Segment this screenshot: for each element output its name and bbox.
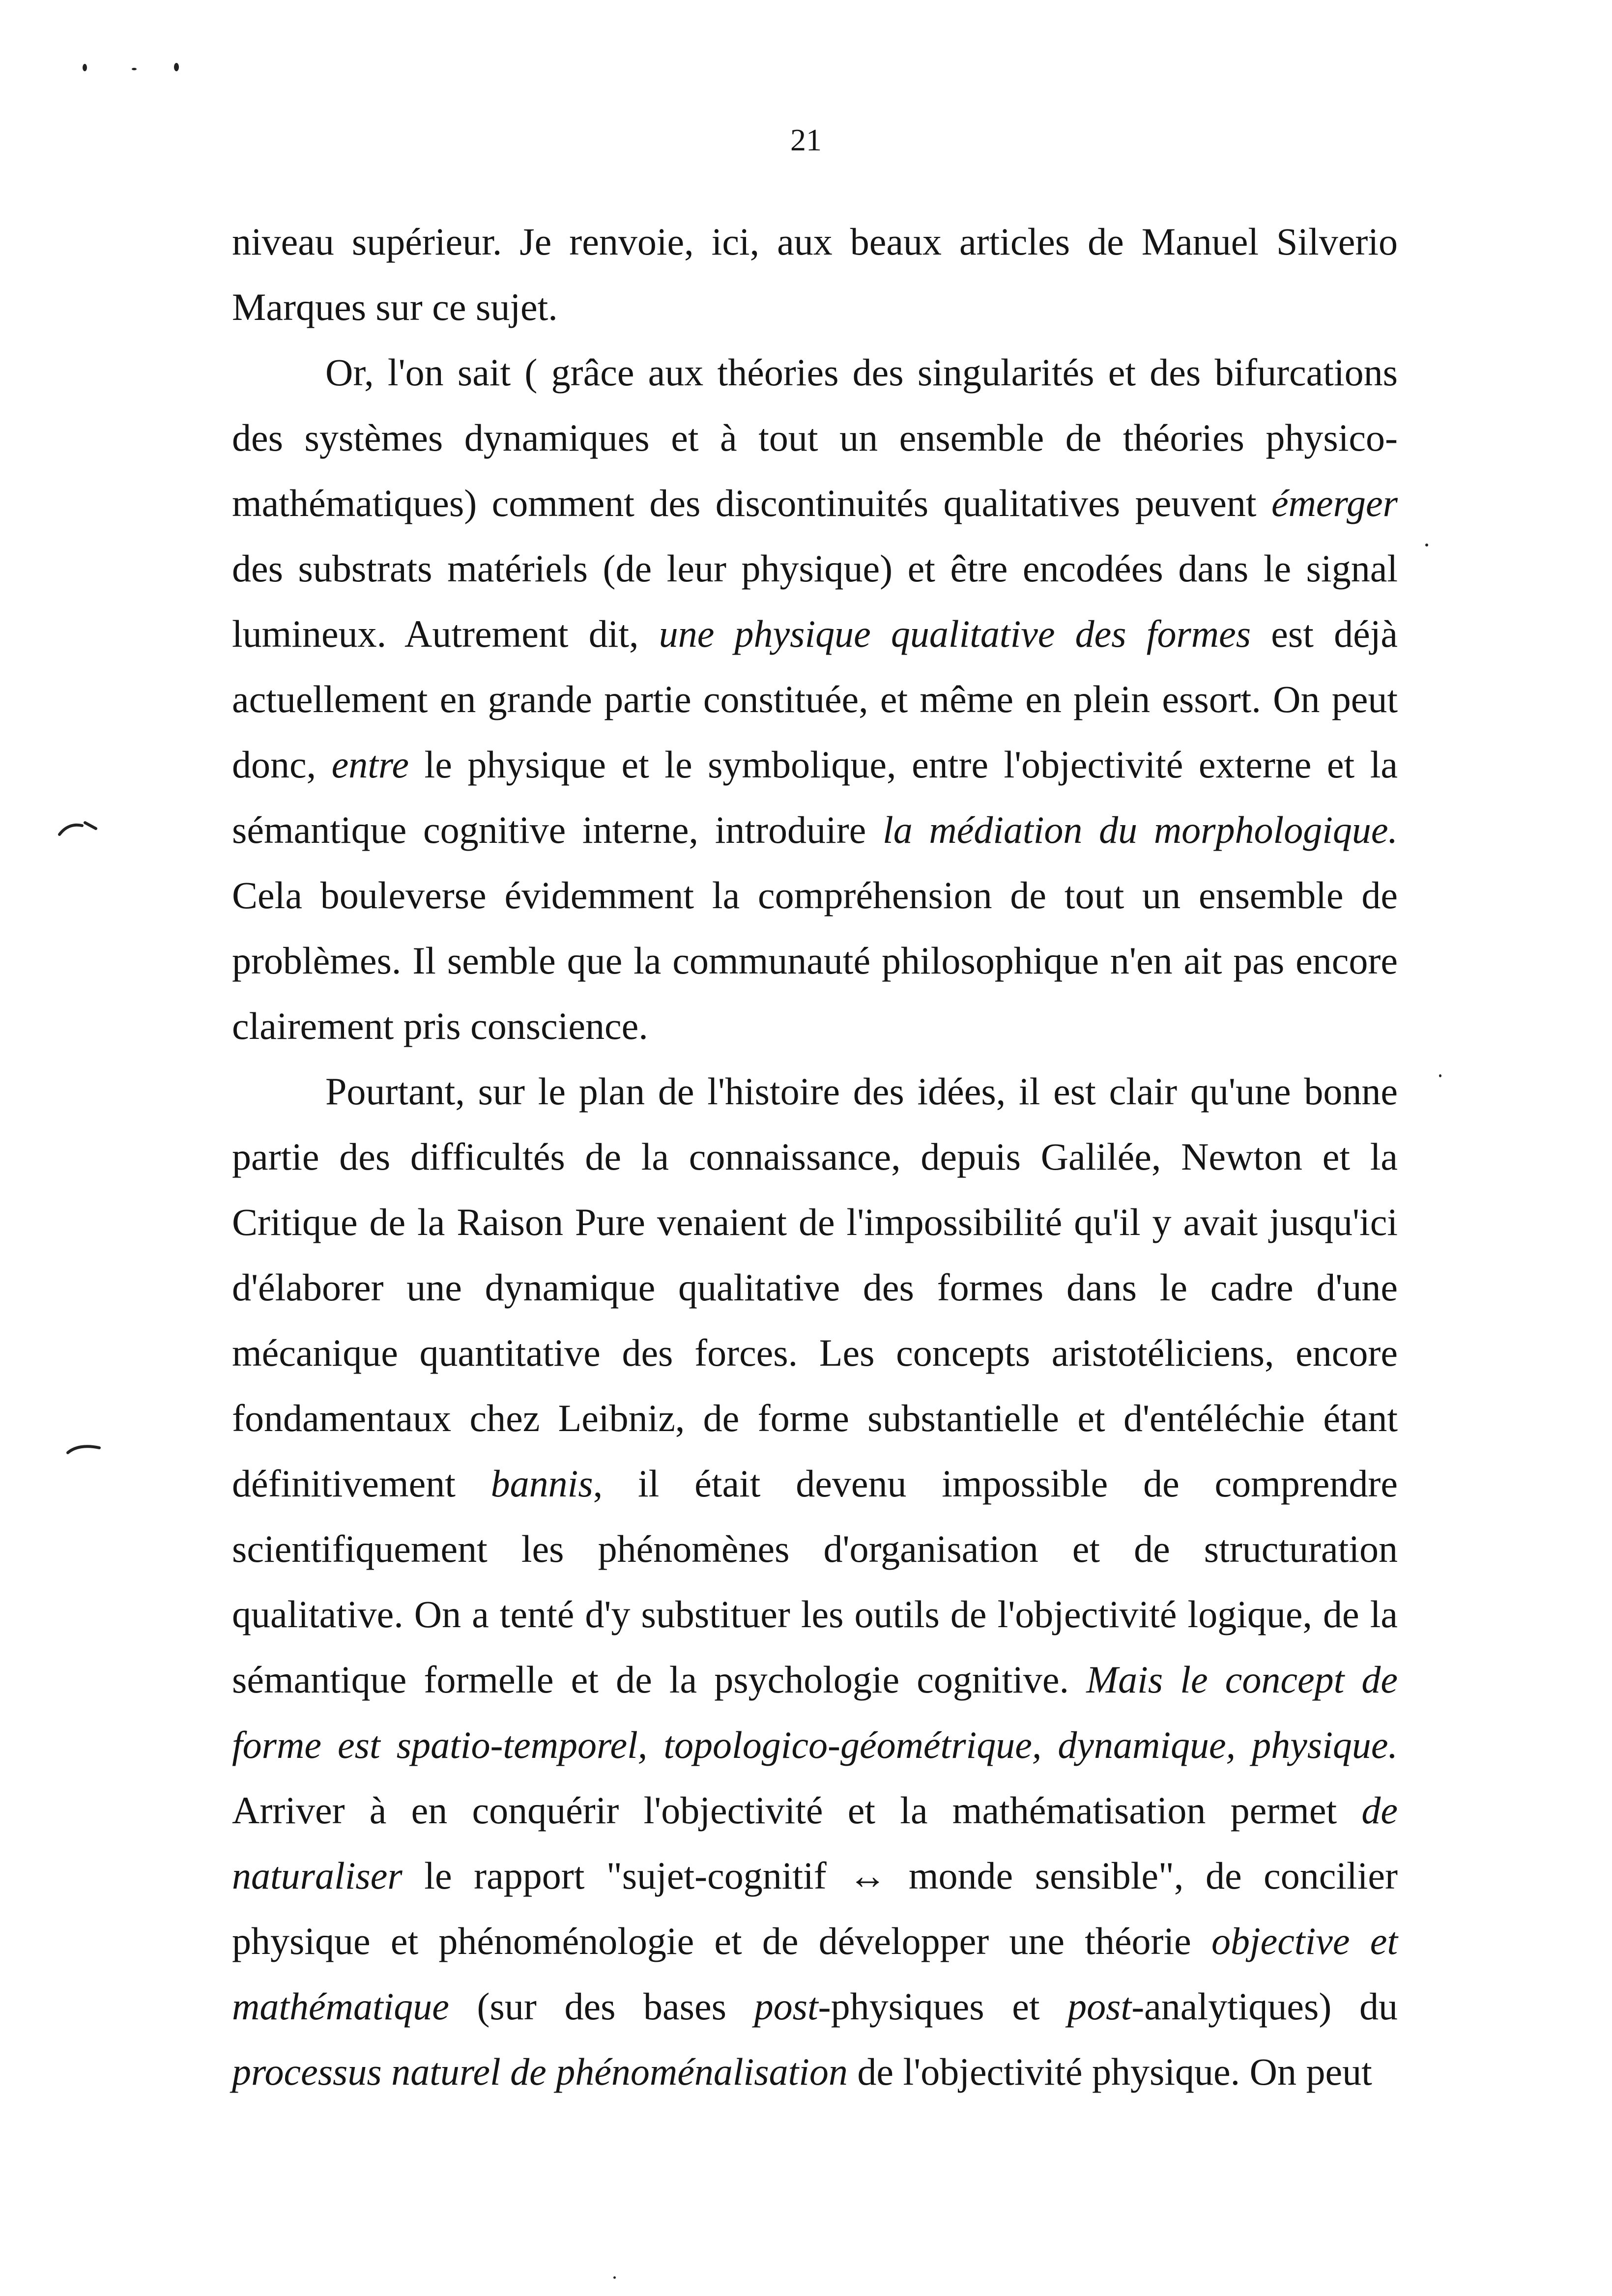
italic-text-segment: bannis <box>490 1462 593 1505</box>
text-segment: niveau supérieur. Je renvoie, ici, aux beaux articles de Manuel Silverio Marques sur ce sujet. <box>232 220 1398 328</box>
text-segment: -analytiques) du <box>1131 1985 1398 2028</box>
paragraph <box>232 209 1398 340</box>
italic-text-segment: post <box>1067 1985 1132 2028</box>
scan-speck <box>1439 1074 1441 1077</box>
text-segment: le rapport "sujet-cognitif ↔ monde sensible", de concilier physique et phénoménologie et de développer une théorie <box>232 1854 1398 1962</box>
body-text <box>232 209 1398 2104</box>
text-segment: (sur des bases <box>449 1985 754 2028</box>
page-number: 21 <box>790 122 822 157</box>
text-segment: Or, l'on sait ( grâce aux théories des singularités et des bifurcations des systèmes dynamiques et à tout un ensemble de théories physico-mathématiques) comment des discontinuités qualitatives peuvent <box>232 351 1398 524</box>
text-segment: est déjà actuellement en grande partie constituée, et même en plein essort. On peut donc, <box>232 612 1398 786</box>
italic-text-segment: Mais le concept de forme est spatio-temporel, topologico-géométrique, dynamique, physique. <box>232 1658 1398 1766</box>
italic-text-segment: de naturaliser <box>232 1789 1398 1897</box>
italic-text-segment: entre <box>331 743 409 786</box>
scan-speck <box>174 63 179 71</box>
text-segment: Pourtant, sur le plan de l'histoire des idées, il est clair qu'une bonne partie des difficultés de la connaissance, depuis Galilée, Newton et la Critique de la Raison Pure venaient de l'impossibilité qu'il y avait jusqu'ici d'élaborer une dynamique qualitative des formes dans le cadre d'une mécanique quantitative des forces. Les concepts aristotéliciens, encore fondamentaux chez Leibniz, de forme substantielle et d'entéléchie étant définitivement <box>232 1070 1398 1505</box>
text-segment: Arriver à en conquérir l'objectivité et la mathématisation permet <box>232 1789 1362 1832</box>
scan-speck <box>613 2276 616 2279</box>
italic-text-segment: une physique qualitative des formes <box>659 612 1251 655</box>
text-segment: , il était devenu impossible de comprendre scientifiquement les phénomènes d'organisation et de structuration qualitative. On a tenté d'y substituer les outils de l'objectivité logique, de la sémantique formelle et de la psychologie cognitive. <box>232 1462 1398 1701</box>
text-segment: -physiques et <box>818 1985 1068 2028</box>
text-segment: de l'objectivité physique. On peut <box>847 2050 1372 2093</box>
italic-text-segment: objective et mathématique <box>232 1920 1398 2028</box>
margin-pencil-mark <box>57 816 98 840</box>
italic-text-segment: post <box>754 1985 818 2028</box>
text-segment: des substrats matériels (de leur physique) et être encodées dans le signal lumineux. Autrement dit, <box>232 547 1398 655</box>
italic-text-segment: émerger <box>1271 482 1398 524</box>
text-segment: le physique et le symbolique, entre l'objectivité externe et la sémantique cognitive interne, introduire <box>232 743 1398 851</box>
text-segment: Cela bouleverse évidemment la compréhension de tout un ensemble de problèmes. Il semble que la communauté philosophique n'en ait pas encore clairement pris conscience. <box>232 874 1398 1047</box>
paragraph <box>232 1059 1398 2104</box>
italic-text-segment: la médiation du morphologique. <box>883 808 1398 851</box>
scan-speck <box>83 64 87 71</box>
scan-speck <box>132 68 137 70</box>
scan-speck <box>1425 544 1428 546</box>
italic-text-segment: processus naturel de phénoménalisation <box>232 2050 848 2093</box>
margin-pencil-mark <box>65 1436 104 1461</box>
paragraph <box>232 340 1398 1059</box>
